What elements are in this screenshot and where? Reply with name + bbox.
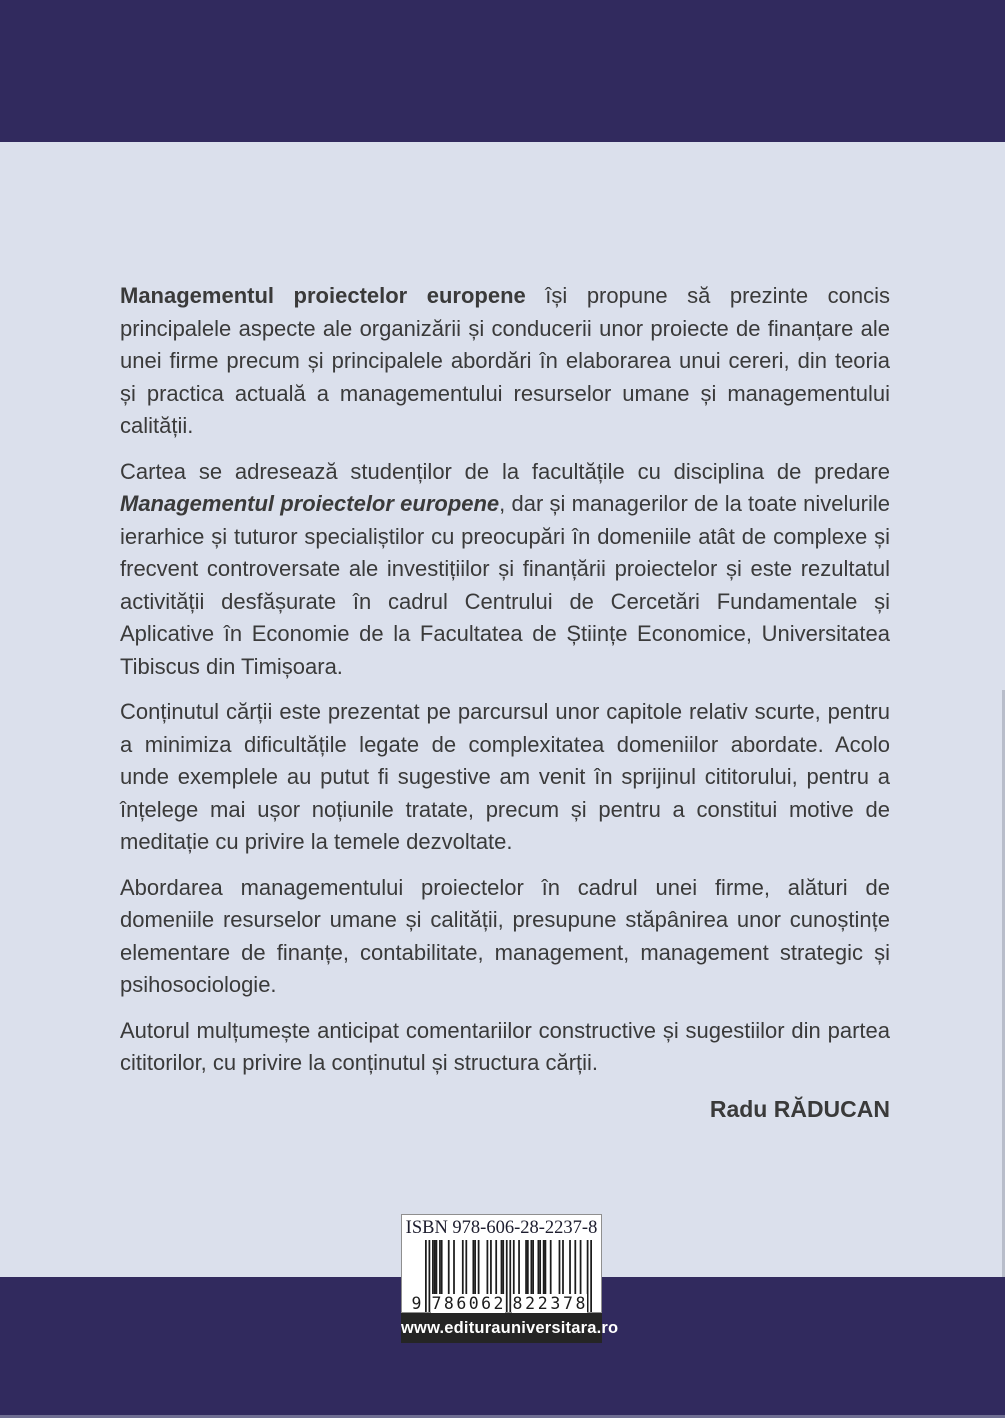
isbn-number: ISBN 978-606-28-2237-8 (405, 1218, 598, 1238)
barcode-left-group (431, 1294, 505, 1313)
barcode-right-group (512, 1294, 587, 1313)
barcode-digit: 7 (431, 1294, 442, 1313)
isbn-barcode-box (401, 1214, 602, 1313)
barcode-digit: 2 (525, 1294, 536, 1313)
barcode-digit: 7 (562, 1294, 573, 1313)
synopsis-paragraph: Abordarea managementului proiectelor în cadrul unei firme, alături de domeniile resurselor umane și calității, presupune stăpânirea unor cunoștințe elementare de finanțe, contabilitate, management, management strategic și psihosociologie. (120, 874, 890, 997)
barcode-digit: 8 (575, 1294, 586, 1313)
synopsis-paragraph: Cartea se adresează studenților de la facultățile cu disciplina de predare Managementul proiectelor europene, dar și managerilor de la toate nivelurile ierarhice și tuturor specialiștilor cu preocupări în domeniile atât de complexe și frecvent controversate ale investițiilor și finanțării proiectelor și este rezultatul activității desfășurate în cadrul Centrului de Cercetări Fundamentale și Aplicative în Economie de la Facultatea de Științe Economice, Universitatea Tibiscus din Timișoara. (120, 458, 890, 679)
author-name: Radu RĂDUCAN (709, 1095, 890, 1122)
top-navy-band (0, 0, 1005, 142)
publisher-website: www.editurauniversitara.ro (401, 1313, 602, 1343)
barcode-digit: 6 (481, 1294, 492, 1313)
barcode-digit: 6 (456, 1294, 467, 1313)
barcode-lead-digit: 9 (411, 1294, 422, 1313)
barcode-digit: 2 (493, 1294, 504, 1313)
barcode-digit: 3 (550, 1294, 561, 1313)
synopsis-paragraph: Managementul proiectelor europene își propune să prezinte concis principalele aspecte ale organizării și conducerii unor proiecte de finanțare ale unei firme precum și principalele abordări în elaborarea unui cereri, din teoria și practica actuală a managementului resurselor umane și managementului calității. (120, 283, 890, 438)
barcode-digit: 8 (443, 1294, 454, 1313)
synopsis-paragraph: Autorul mulțumește anticipat comentariilor constructive și sugestiilor din partea cititorilor, cu privire la conținutul și structura cărții. (120, 1017, 890, 1075)
synopsis-text-block (120, 280, 890, 1125)
ean13-barcode (412, 1240, 592, 1312)
synopsis-paragraph: Conținutul cărții este prezentat pe parcursul unor capitole relativ scurte, pentru a minimiza dificultățile legate de complexitatea domeniilor abordate. Acolo unde exemplele au putut fi sugestive am venit în sprijinul cititorului, pentru a înțelege mai ușor noțiunile tratate, precum și pentru a constitui motive de meditație cu privire la temele dezvoltate. (120, 699, 890, 854)
synopsis-paragraphs (120, 280, 890, 1080)
barcode-digits (412, 1293, 592, 1313)
barcode-digit: 8 (512, 1294, 523, 1313)
barcode-digit: 2 (537, 1294, 548, 1313)
barcode-digit: 0 (468, 1294, 479, 1313)
